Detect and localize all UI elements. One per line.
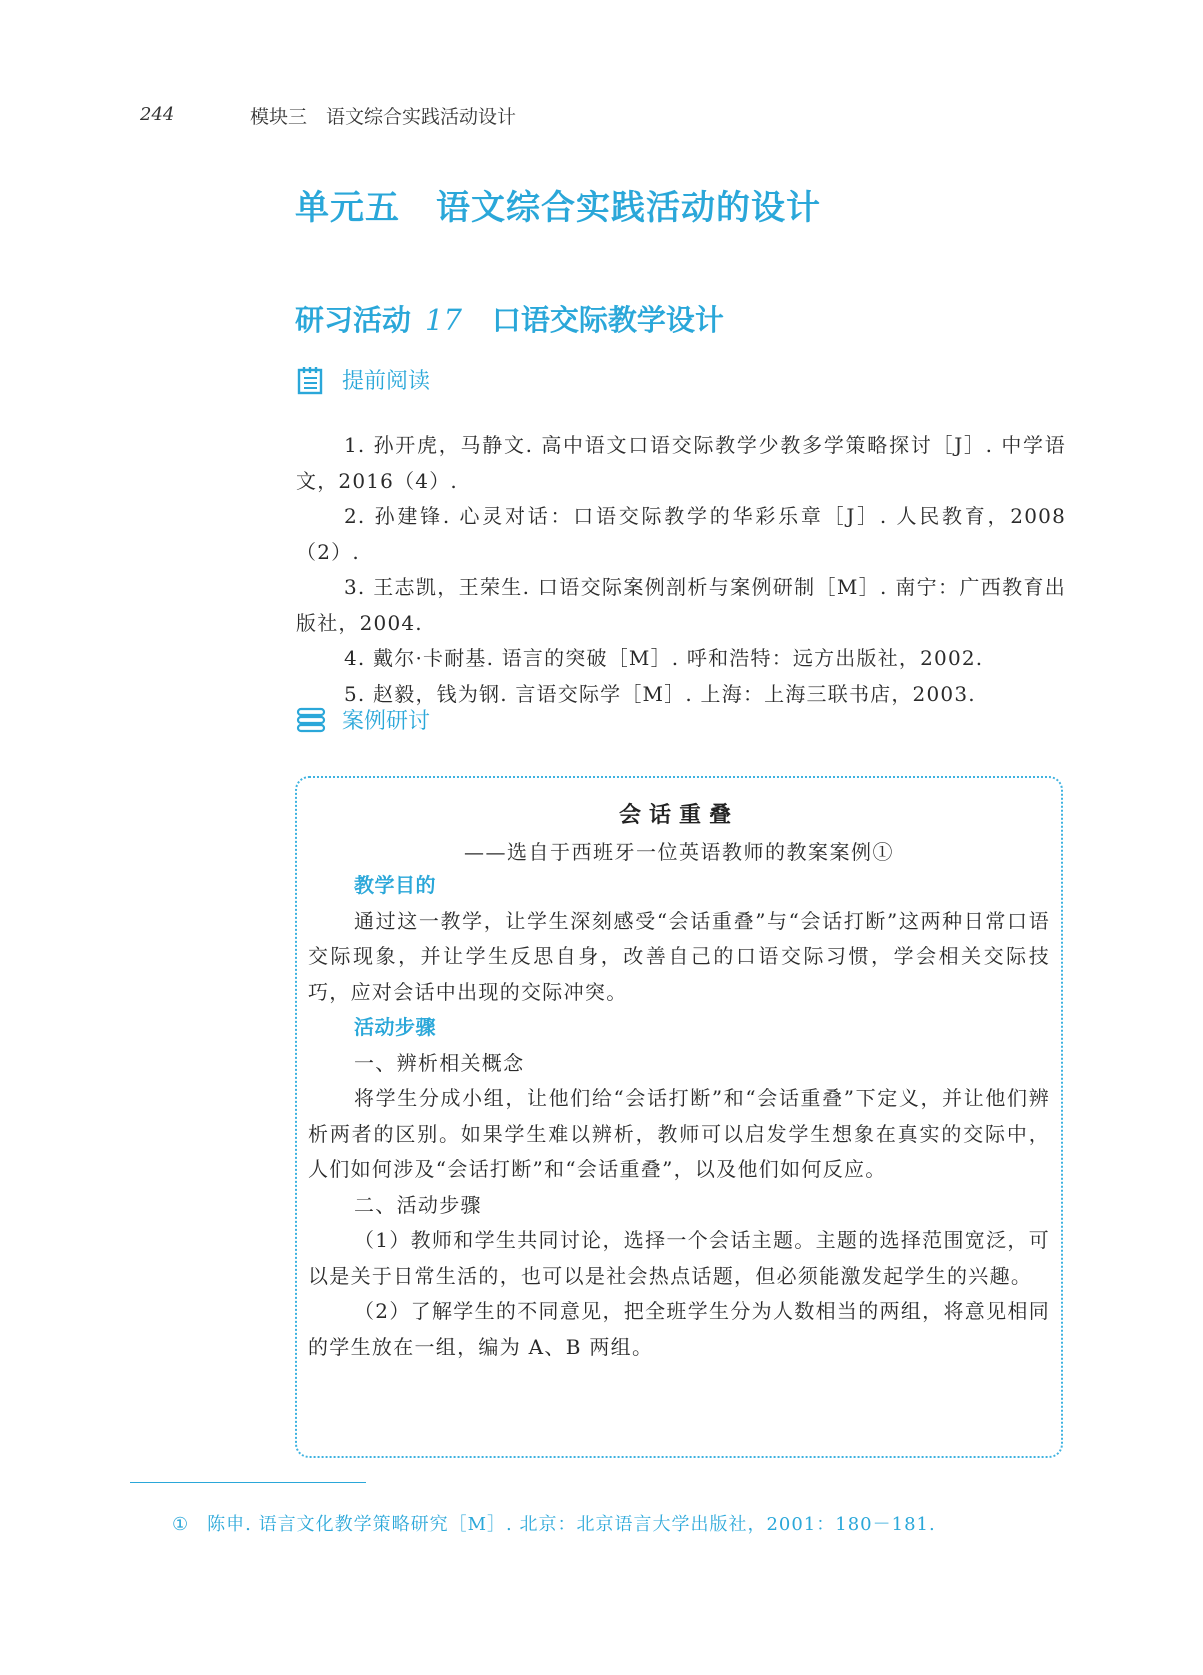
unit-title [295, 180, 821, 229]
running-head: 模块三 语文综合实践活动设计 [250, 106, 517, 128]
reference-item: 4. 戴尔·卡耐基. 语言的突破［M］. 呼和浩特：远方出版社，2002. [344, 646, 984, 670]
reference-item: 1. 孙开虎，马静文. 高中语文口语交际教学少教多学策略探讨［J］. 中学语文，2016（4）. [296, 433, 1066, 493]
step2-title: 二、活动步骤 [354, 1192, 482, 1217]
step1-text: 将学生分成小组，让他们给“会话打断”和“会话重叠”下定义，并让他们辨析两者的区别。如果学生难以辨析，教师可以启发学生想象在真实的交际中，人们如何涉及“会话打断”和“会话重叠”，以及他们如何反应。 [308, 1086, 1050, 1181]
goal-text: 通过这一教学，让学生深刻感受“会话重叠”与“会话打断”这两种日常口语交际现象，并让学生反思自身，改善自己的口语交际习惯，学会相关交际技巧，应对会话中出现的交际冲突。 [308, 908, 1050, 1004]
step2-item-1: （1）教师和学生共同讨论，选择一个会话主题。主题的选择范围宽泛，可以是关于日常生活的，也可以是社会热点话题，但必须能激发起学生的兴趣。 [308, 1228, 1050, 1288]
footnote-mark: ① [172, 1514, 190, 1535]
reference-item: 3. 王志凯，王荣生. 口语交际案例剖析与案例研制［M］. 南宁：广西教育出版社，2004. [296, 575, 1066, 635]
activity-title [295, 298, 724, 339]
unit-label: 单元五 [295, 188, 400, 228]
case-body [308, 868, 1050, 1365]
step1-title: 一、辨析相关概念 [354, 1050, 525, 1075]
case-study-heading [296, 704, 430, 735]
footnote-divider [130, 1482, 366, 1483]
activity-name: 口语交际教学设计 [491, 303, 724, 337]
page-number: 244 [140, 104, 175, 125]
steps-heading: 活动步骤 [354, 1015, 436, 1039]
notebook-icon [296, 365, 326, 395]
footnote-text: 陈申. 语言文化教学策略研究［M］. 北京：北京语言大学出版社，2001：180－181. [207, 1514, 936, 1535]
stacked-books-icon [296, 705, 326, 735]
case-title: 会话重叠 [618, 803, 739, 828]
activity-label: 研习活动 [295, 303, 412, 337]
footnote [172, 1510, 936, 1536]
goal-heading: 教学目的 [354, 873, 436, 897]
pre-reading-heading [296, 364, 430, 395]
case-subtitle: ——选自于西班牙一位英语教师的教案案例① [464, 840, 894, 864]
reference-item: 2. 孙建锋. 心灵对话：口语交际教学的华彩乐章［J］. 人民教育，2008（2）. [296, 504, 1066, 564]
reference-item: 5. 赵毅，钱为钢. 言语交际学［M］. 上海：上海三联书店，2003. [344, 681, 976, 706]
pre-reading-label: 提前阅读 [342, 369, 431, 394]
activity-number: 17 [425, 303, 462, 337]
step2-item-2: （2）了解学生的不同意见，把全班学生分为人数相当的两组，将意见相同的学生放在一组，编为 A、B 两组。 [308, 1299, 1050, 1359]
reference-list [296, 428, 1066, 712]
case-study-label: 案例研讨 [342, 709, 431, 734]
unit-name: 语文综合实践活动的设计 [436, 188, 821, 228]
